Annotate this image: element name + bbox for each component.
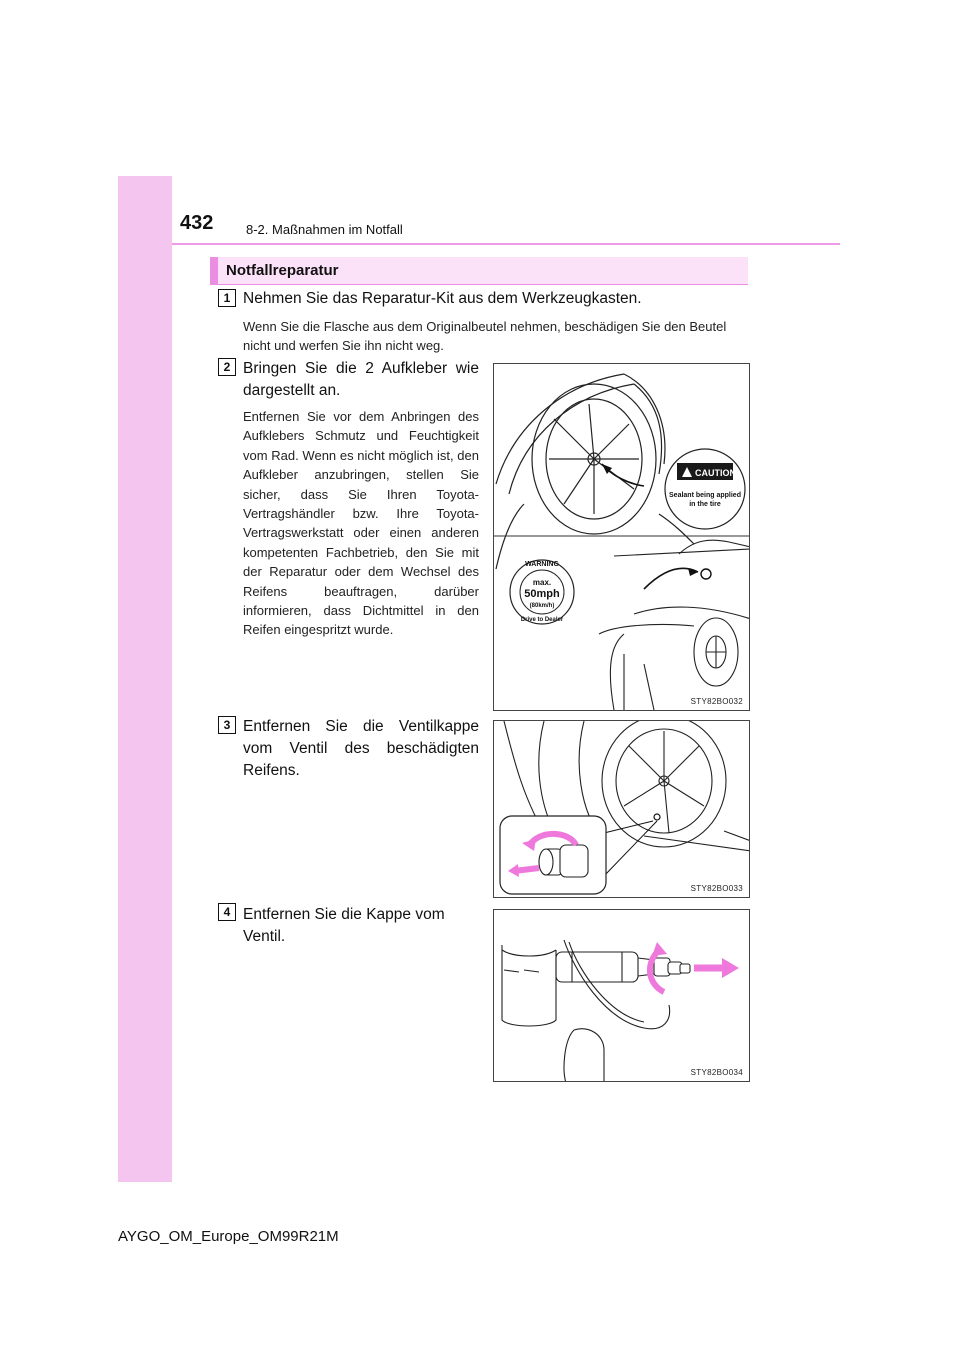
- figure-code: STY82BO034: [690, 1068, 743, 1077]
- chapter-sidebar-tab: [118, 176, 172, 1182]
- figure-valve-cap-removal: [493, 720, 750, 898]
- step-1-note: Wenn Sie die Flasche aus dem Originalbeutel nehmen, beschädigen Sie den Beutel nicht und werfen Sie ihn nicht weg.: [243, 319, 727, 354]
- bottle-illustration: [494, 910, 750, 1082]
- step-4-text: Entfernen Sie die Kappe vom Ventil.: [243, 906, 445, 945]
- heading-accent: [210, 257, 218, 284]
- figure-sticker-placement: [493, 363, 750, 711]
- step-3-number: 3: [218, 716, 236, 734]
- warning-speed: 50mph: [524, 588, 560, 600]
- page-number: 432: [180, 212, 214, 234]
- step-4-number: 4: [218, 903, 236, 921]
- warning-top: WARNING: [525, 561, 559, 568]
- section-heading: Notfallreparatur: [226, 262, 339, 279]
- figure-bottle-cap-removal: [493, 909, 750, 1082]
- step-2-note: Entfernen Sie vor dem Anbringen des Aufklebers Schmutz und Feuchtigkeit vom Rad. Wenn es nicht möglich ist, den Aufkleber anzubringen, stellen Sie sicher, dass Sie Ihren Toyota-Vertragshändler bzw. Ihre Toyota-Vertragswerkstatt oder einen anderen kompetenten Fachbetrieb, den Sie mit der Reparatur oder dem Wechsel des Reifens beauftragen, darüber informieren, dass Dichtmittel in den Reifen eingespritzt wurde.: [243, 409, 479, 638]
- heading-underline: [210, 284, 748, 285]
- warning-max: max.: [532, 578, 552, 587]
- step-3-text: Entfernen Sie die Ventilkappe vom Ventil des beschädigten Reifens.: [243, 718, 479, 779]
- caution-title: CAUTION: [695, 468, 736, 478]
- section-title: 8-2. Maßnahmen im Notfall: [246, 222, 403, 237]
- valve-cap-illustration: [494, 721, 750, 898]
- warning-bottom: Drive to Dealer: [520, 617, 564, 623]
- footer-doc-id: AYGO_OM_Europe_OM99R21M: [118, 1228, 339, 1245]
- caution-line-2: in the tire: [689, 501, 721, 508]
- step-1-number: 1: [218, 289, 236, 307]
- step-2-text: Bringen Sie die 2 Aufkleber wie dargestellt an.: [243, 360, 479, 399]
- sticker-illustration: [494, 364, 750, 711]
- step-1-text: Nehmen Sie das Reparatur-Kit aus dem Werkzeugkasten.: [243, 290, 642, 307]
- caution-line-1: Sealant being applied: [669, 492, 741, 499]
- header-rule: [172, 243, 840, 245]
- figure-code: STY82BO032: [690, 697, 743, 706]
- warning-kmh: (80km/h): [529, 603, 555, 609]
- step-2-number: 2: [218, 358, 236, 376]
- figure-code: STY82BO033: [690, 884, 743, 893]
